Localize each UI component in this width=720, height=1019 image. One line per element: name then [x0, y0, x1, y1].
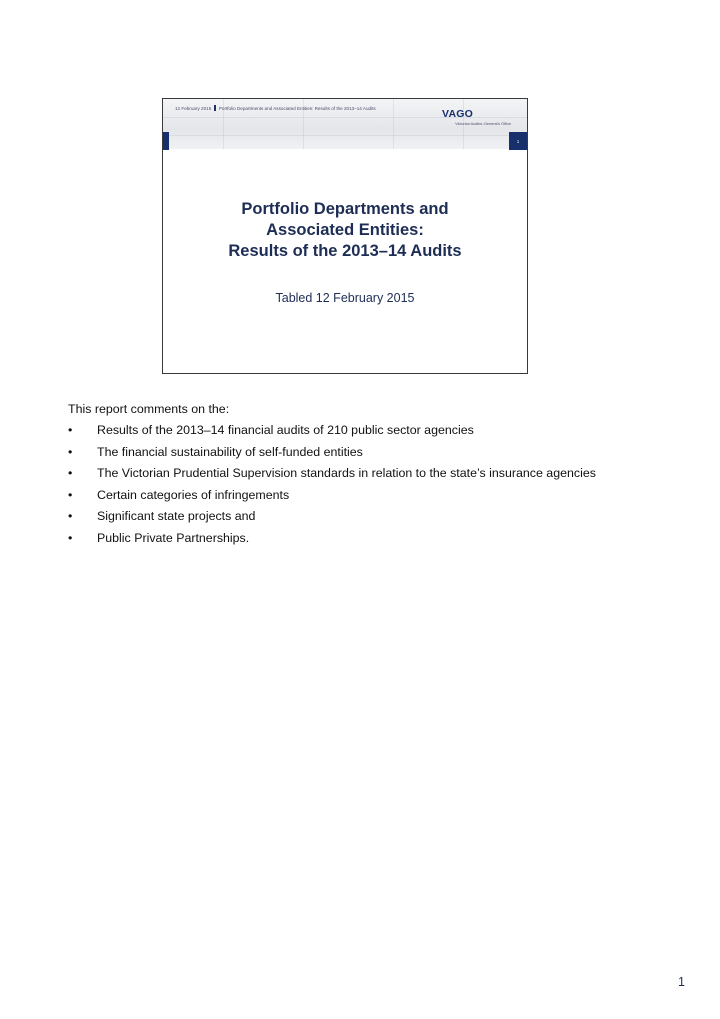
slide-left-accent	[163, 132, 169, 150]
bullet-icon: •	[68, 466, 73, 480]
list-item	[68, 420, 596, 442]
slide-header-line	[175, 105, 376, 111]
list-item	[68, 506, 596, 528]
slide-header-banner	[163, 99, 527, 149]
list-item-text: Certain categories of infringements	[97, 487, 290, 502]
slide-title	[163, 199, 527, 262]
slide-title-line: Associated Entities:	[266, 221, 424, 240]
list-item-text: Public Private Partnerships.	[97, 530, 250, 545]
slide-tabled-date: Tabled 12 February 2015	[275, 291, 415, 305]
list-item	[68, 485, 596, 507]
slide-header-date: 12 February 2015	[175, 105, 212, 111]
slide-title-line: Results of the 2013–14 Audits	[228, 242, 462, 261]
header-divider	[214, 105, 216, 111]
intro-text: This report comments on the:	[68, 402, 230, 416]
list-item-text: The financial sustainability of self-funded entities	[97, 444, 363, 459]
slide-header-title: Portfolio Departments and Associated Entities: Results of the 2013–14 Audits	[218, 105, 376, 111]
slide-number-badge: 1	[509, 132, 527, 150]
list-item-text: Significant state projects and	[97, 509, 256, 523]
bullet-icon: •	[68, 487, 73, 502]
bullet-list	[68, 420, 596, 549]
bullet-icon: •	[68, 423, 73, 437]
bullet-icon: •	[68, 509, 73, 523]
slide-thumbnail	[162, 98, 528, 374]
vago-logo-subtitle: Victorian Auditor-General's Office	[455, 122, 511, 126]
bullet-icon: •	[68, 444, 73, 459]
page-number: 1	[678, 975, 685, 989]
list-item-text: The Victorian Prudential Supervision standards in relation to the state’s insurance agencies	[97, 466, 596, 480]
list-item-text: Results of the 2013–14 financial audits of 210 public sector agencies	[97, 423, 474, 437]
list-item	[68, 528, 596, 550]
list-item	[68, 463, 596, 485]
slide-title-line: Portfolio Departments and	[241, 200, 449, 218]
list-item	[68, 442, 596, 464]
vago-logo: VAGO	[442, 108, 473, 120]
bullet-icon: •	[68, 530, 73, 545]
